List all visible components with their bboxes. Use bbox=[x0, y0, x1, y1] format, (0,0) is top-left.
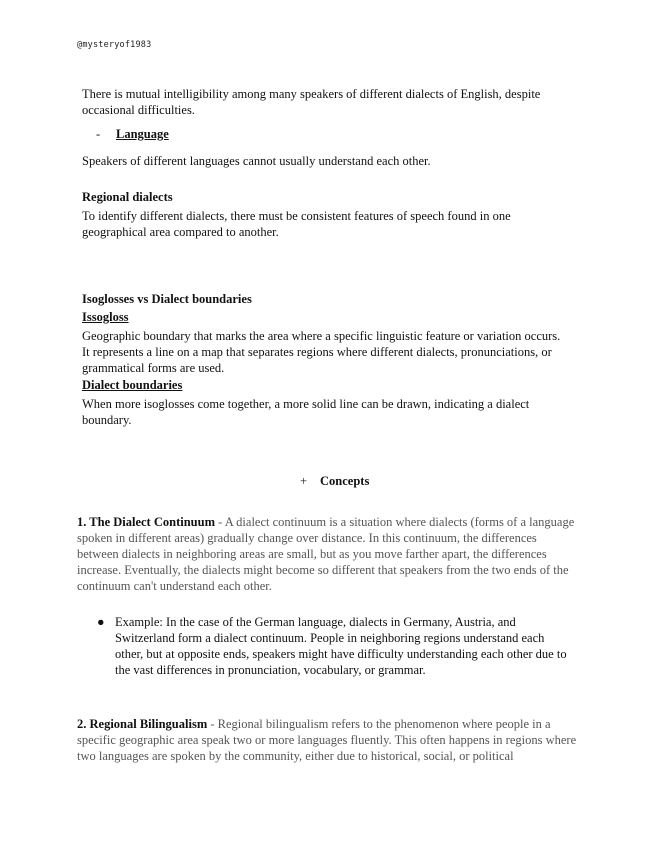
regional-dialects-paragraph: To identify different dialects, there must be consistent features of speech found in one geographical area compared to another. bbox=[82, 209, 511, 239]
issogloss-heading: Issogloss bbox=[82, 310, 129, 324]
isoglosses-heading: Isoglosses vs Dialect boundaries bbox=[82, 292, 252, 306]
concepts-heading: Concepts bbox=[320, 474, 370, 488]
regional-bilingualism-text: - Regional bilingualism refers to the phenomenon where people in a specific geographic area speak two or more languages fluently. This often happens in regions where two languages are spoken by the community, either due to historical, social, or political bbox=[77, 717, 577, 763]
dash-bullet: - bbox=[96, 127, 101, 141]
dialect-continuum-paragraph bbox=[77, 514, 577, 594]
bullet-dot: ● bbox=[97, 615, 105, 629]
regional-bilingualism-lead: 2. Regional Bilingualism bbox=[77, 717, 208, 731]
watermark: @mysteryof1983 bbox=[77, 40, 152, 50]
example-list-item bbox=[97, 614, 572, 678]
dialect-boundaries-heading: Dialect boundaries bbox=[82, 378, 183, 392]
concepts-heading-row bbox=[300, 474, 369, 489]
dialect-continuum-lead: 1. The Dialect Continuum bbox=[77, 515, 215, 529]
issogloss-paragraph: Geographic boundary that marks the area where a specific linguistic feature or variation occurs. It represents a line on a map that separates regions where different dialects, pronunciations, or grammatical forms are used. bbox=[82, 329, 561, 375]
language-paragraph: Speakers of different languages cannot usually understand each other. bbox=[82, 154, 431, 168]
language-heading: Language bbox=[116, 127, 169, 141]
example-text: Example: In the case of the German language, dialects in Germany, Austria, and Switzerland form a dialect continuum. People in neighboring regions understand each other, but at opposite ends, speakers might have difficulty understanding each other due to the vast differences in pronunciation, vocabulary, or grammar. bbox=[115, 615, 567, 677]
regional-dialects-heading: Regional dialects bbox=[82, 190, 173, 204]
intro-paragraph: There is mutual intelligibility among many speakers of different dialects of English, despite occasional difficulties. bbox=[82, 87, 541, 117]
plus-bullet: + bbox=[300, 474, 308, 488]
language-heading-row bbox=[96, 127, 169, 142]
regional-bilingualism-paragraph bbox=[77, 716, 577, 764]
dialect-continuum-text: - A dialect continuum is a situation where dialects (forms of a language spoken in different areas) gradually change over distance. In this continuum, the differences between dialects in neighboring areas are small, but as you move farther apart, the differences increase. Eventually, the dialects might become so different that speakers from the two ends of the continuum can't understand each other. bbox=[77, 515, 575, 593]
dialect-boundaries-paragraph: When more isoglosses come together, a more solid line can be drawn, indicating a dialect boundary. bbox=[82, 397, 530, 427]
